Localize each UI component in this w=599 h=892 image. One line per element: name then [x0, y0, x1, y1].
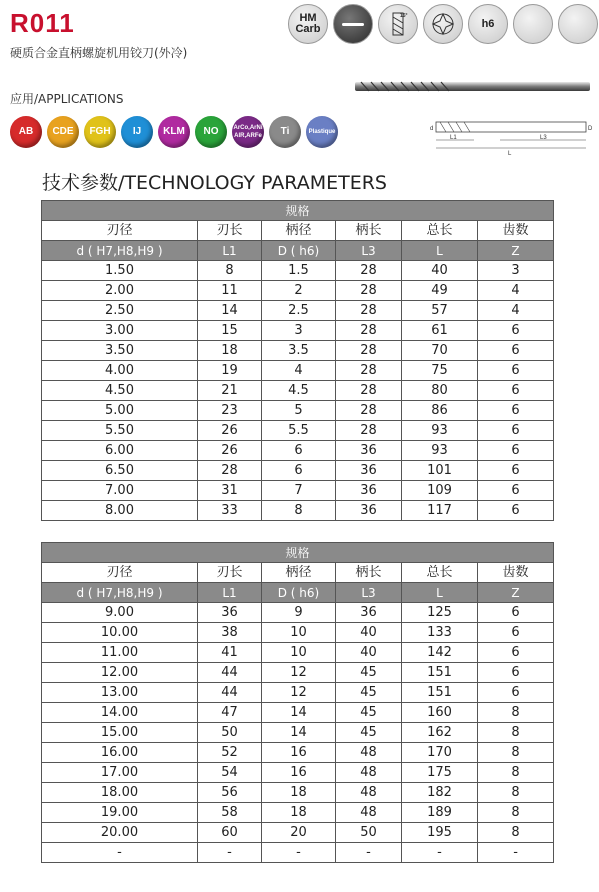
table-cell: 11.00	[42, 643, 198, 663]
table-cell: 4.00	[42, 361, 198, 381]
table-cell: 8	[478, 743, 554, 763]
product-subtitle: 硬质合金直柄螺旋机用铰刀(外冷)	[10, 46, 188, 60]
table-cell: -	[42, 843, 198, 863]
table-cell: 4.5	[262, 381, 336, 401]
section-title: 技术参数/TECHNOLOGY PARAMETERS	[42, 172, 387, 194]
table-row	[42, 321, 554, 341]
table-cell: 31	[198, 481, 262, 501]
table-cell: 16	[262, 743, 336, 763]
column-header: 刃长	[198, 563, 262, 583]
table-row	[42, 421, 554, 441]
group-header-cell: 规格	[42, 543, 554, 563]
table-cell: 28	[336, 301, 402, 321]
table-cell: 6	[478, 603, 554, 623]
applications-list	[10, 116, 338, 148]
table-cell: 80	[402, 381, 478, 401]
application-arco-icon: ArCo,ArNi AlR,ARFe	[232, 116, 264, 148]
table-row	[42, 843, 554, 863]
svg-text:15°: 15°	[400, 13, 408, 19]
table-cell: 49	[402, 281, 478, 301]
table-cell: -	[478, 843, 554, 863]
table-cell: 23	[198, 401, 262, 421]
table-cell: 6	[478, 481, 554, 501]
table-row	[42, 341, 554, 361]
table-cell: -	[402, 843, 478, 863]
table-cell: 28	[336, 321, 402, 341]
table-cell: 151	[402, 663, 478, 683]
table-row	[42, 261, 554, 281]
table-cell: 162	[402, 723, 478, 743]
table-cell: 3.00	[42, 321, 198, 341]
table-cell: 3.5	[262, 341, 336, 361]
table-cell: 12	[262, 663, 336, 683]
table-row	[42, 743, 554, 763]
column-header: 柄长	[336, 221, 402, 241]
table-cell: 3	[478, 261, 554, 281]
table-cell: 6	[478, 623, 554, 643]
table-cell: 125	[402, 603, 478, 623]
table-cell: 10	[262, 643, 336, 663]
table-row	[42, 663, 554, 683]
table-cell: 3.50	[42, 341, 198, 361]
table-cell: 6	[478, 663, 554, 683]
table-cell: 50	[336, 823, 402, 843]
table-cell: 175	[402, 763, 478, 783]
cross-section-icon	[423, 4, 463, 44]
table-row	[42, 481, 554, 501]
table-cell: 14	[198, 301, 262, 321]
table-cell: 2.5	[262, 301, 336, 321]
table-row	[42, 603, 554, 623]
table-cell: 6	[262, 461, 336, 481]
table-cell: 4	[478, 281, 554, 301]
table-row	[42, 623, 554, 643]
symbol-header: L	[402, 241, 478, 261]
table-cell: 2.00	[42, 281, 198, 301]
table-cell: 8	[478, 723, 554, 743]
table-cell: 15	[198, 321, 262, 341]
table-cell: 11	[198, 281, 262, 301]
table-cell: 45	[336, 683, 402, 703]
table-cell: 28	[336, 281, 402, 301]
table-cell: 8.00	[42, 501, 198, 521]
table-cell: -	[198, 843, 262, 863]
table-cell: 48	[336, 783, 402, 803]
table-cell: 8	[478, 783, 554, 803]
symbol-header-row	[42, 583, 554, 603]
table-cell: 70	[402, 341, 478, 361]
table-cell: 8	[198, 261, 262, 281]
table-cell: 6	[478, 501, 554, 521]
table-cell: 6	[262, 441, 336, 461]
symbol-header: D ( h6)	[262, 241, 336, 261]
symbol-header: L1	[198, 583, 262, 603]
table-cell: -	[336, 843, 402, 863]
table-cell: 36	[336, 481, 402, 501]
column-header: 齿数	[478, 563, 554, 583]
table-row	[42, 501, 554, 521]
table-cell: 58	[198, 803, 262, 823]
table-cell: 48	[336, 803, 402, 823]
helix-angle-icon	[378, 4, 418, 44]
table-cell: 13.00	[42, 683, 198, 703]
table-cell: 6	[478, 421, 554, 441]
table-cell: 8	[478, 823, 554, 843]
table-cell: 5	[262, 401, 336, 421]
table-cell: 189	[402, 803, 478, 823]
table-cell: 8	[478, 803, 554, 823]
feature-badges	[288, 4, 598, 44]
table-cell: 8	[262, 501, 336, 521]
table-cell: 16	[262, 763, 336, 783]
table-cell: 14	[262, 703, 336, 723]
column-header: 柄径	[262, 563, 336, 583]
application-cde-icon: CDE	[47, 116, 79, 148]
coating-icon	[333, 4, 373, 44]
table-group-header	[42, 543, 554, 563]
application-ij-icon: IJ	[121, 116, 153, 148]
table-cell: 52	[198, 743, 262, 763]
table-cell: 45	[336, 723, 402, 743]
table-cell: 93	[402, 421, 478, 441]
symbol-header: Z	[478, 241, 554, 261]
table-cell: 9.00	[42, 603, 198, 623]
application-plastique-icon: Plastique	[306, 116, 338, 148]
dim-label-D: D	[588, 126, 593, 132]
table-cell: 170	[402, 743, 478, 763]
table-cell: 28	[336, 401, 402, 421]
table-cell: 3	[262, 321, 336, 341]
table-cell: 109	[402, 481, 478, 501]
table-group-header	[42, 201, 554, 221]
blank-badge-icon	[513, 4, 553, 44]
table-cell: 40	[336, 643, 402, 663]
symbol-header: L3	[336, 583, 402, 603]
table-cell: 36	[336, 603, 402, 623]
table-cell: 60	[198, 823, 262, 843]
table-cell: 6.50	[42, 461, 198, 481]
table-row	[42, 643, 554, 663]
table-cell: 5.00	[42, 401, 198, 421]
table-row	[42, 381, 554, 401]
table-cell: 19.00	[42, 803, 198, 823]
table-cell: 1.50	[42, 261, 198, 281]
dim-label-l: L	[508, 151, 512, 156]
dim-label-l3: L3	[540, 135, 547, 141]
application-ab-icon: AB	[10, 116, 42, 148]
table-row	[42, 441, 554, 461]
table-cell: 6	[478, 461, 554, 481]
table-cell: 5.5	[262, 421, 336, 441]
table-cell: 8	[478, 703, 554, 723]
table-cell: 10	[262, 623, 336, 643]
table-cell: 6	[478, 441, 554, 461]
table-cell: 45	[336, 663, 402, 683]
dim-label-d: d	[430, 126, 434, 132]
table-cell: 14	[262, 723, 336, 743]
reamer-tool-image	[355, 78, 590, 94]
table-cell: 6	[478, 361, 554, 381]
table-cell: 14.00	[42, 703, 198, 723]
table-cell: 20	[262, 823, 336, 843]
table-cell: 41	[198, 643, 262, 663]
table-cell: 40	[402, 261, 478, 281]
symbol-header-row	[42, 241, 554, 261]
table-cell: 45	[336, 703, 402, 723]
table-cell: 18	[262, 803, 336, 823]
table-cell: 117	[402, 501, 478, 521]
table-cell: 101	[402, 461, 478, 481]
table-cell: -	[262, 843, 336, 863]
table-cell: 7.00	[42, 481, 198, 501]
table-cell: 26	[198, 441, 262, 461]
table-cell: 28	[336, 361, 402, 381]
table-cell: 2	[262, 281, 336, 301]
table-cell: 133	[402, 623, 478, 643]
column-header-row	[42, 221, 554, 241]
table-cell: 93	[402, 441, 478, 461]
table-cell: 28	[336, 261, 402, 281]
application-no-icon: NO	[195, 116, 227, 148]
hm-carb-icon: HM Carb	[288, 4, 328, 44]
table-cell: 16.00	[42, 743, 198, 763]
table-row	[42, 703, 554, 723]
column-header: 柄径	[262, 221, 336, 241]
table-cell: 4.50	[42, 381, 198, 401]
table-cell: 18.00	[42, 783, 198, 803]
symbol-header: d ( H7,H8,H9 )	[42, 583, 198, 603]
dim-label-l1: L1	[450, 135, 457, 141]
table-cell: 12	[262, 683, 336, 703]
table-cell: 6	[478, 683, 554, 703]
table-cell: 7	[262, 481, 336, 501]
table-cell: 48	[336, 743, 402, 763]
table-row	[42, 683, 554, 703]
table-cell: 142	[402, 643, 478, 663]
table-cell: 44	[198, 683, 262, 703]
column-header-row	[42, 563, 554, 583]
table-row	[42, 301, 554, 321]
symbol-header: L1	[198, 241, 262, 261]
table-cell: 6	[478, 381, 554, 401]
table-cell: 36	[336, 441, 402, 461]
table-row	[42, 783, 554, 803]
symbol-header: Z	[478, 583, 554, 603]
product-code: R011	[10, 8, 75, 38]
table-cell: 4	[478, 301, 554, 321]
table-cell: 195	[402, 823, 478, 843]
table-row	[42, 401, 554, 421]
table-cell: 54	[198, 763, 262, 783]
blank-badge-icon	[558, 4, 598, 44]
table-cell: 4	[262, 361, 336, 381]
table-cell: 182	[402, 783, 478, 803]
table-cell: 44	[198, 663, 262, 683]
application-fgh-icon: FGH	[84, 116, 116, 148]
table-cell: 6	[478, 321, 554, 341]
group-header-cell: 规格	[42, 201, 554, 221]
table-cell: 40	[336, 623, 402, 643]
table-cell: 38	[198, 623, 262, 643]
table-row	[42, 461, 554, 481]
column-header: 齿数	[478, 221, 554, 241]
table-cell: 9	[262, 603, 336, 623]
table-row	[42, 803, 554, 823]
column-header: 柄长	[336, 563, 402, 583]
table-cell: 50	[198, 723, 262, 743]
table-cell: 36	[198, 603, 262, 623]
table-cell: 160	[402, 703, 478, 723]
table-cell: 18	[198, 341, 262, 361]
table-row	[42, 361, 554, 381]
table-row	[42, 723, 554, 743]
table-cell: 2.50	[42, 301, 198, 321]
table-cell: 10.00	[42, 623, 198, 643]
column-header: 总长	[402, 221, 478, 241]
table-cell: 151	[402, 683, 478, 703]
table-cell: 33	[198, 501, 262, 521]
symbol-header: D ( h6)	[262, 583, 336, 603]
table-row	[42, 281, 554, 301]
column-header: 刃径	[42, 221, 198, 241]
table-cell: 75	[402, 361, 478, 381]
table-cell: 5.50	[42, 421, 198, 441]
symbol-header: L3	[336, 241, 402, 261]
table-cell: 47	[198, 703, 262, 723]
table-cell: 19	[198, 361, 262, 381]
table-cell: 8	[478, 763, 554, 783]
table-cell: 86	[402, 401, 478, 421]
application-ti-icon: Ti	[269, 116, 301, 148]
table-cell: 6.00	[42, 441, 198, 461]
table-cell: 15.00	[42, 723, 198, 743]
table-cell: 1.5	[262, 261, 336, 281]
table-cell: 28	[336, 381, 402, 401]
dimension-diagram	[430, 116, 594, 156]
table-cell: 6	[478, 341, 554, 361]
table-row	[42, 823, 554, 843]
table-cell: 17.00	[42, 763, 198, 783]
table-cell: 18	[262, 783, 336, 803]
parameters-table-1	[41, 200, 554, 521]
table-cell: 6	[478, 643, 554, 663]
table-cell: 20.00	[42, 823, 198, 843]
column-header: 总长	[402, 563, 478, 583]
column-header: 刃径	[42, 563, 198, 583]
application-klm-icon: KLM	[158, 116, 190, 148]
table-cell: 12.00	[42, 663, 198, 683]
applications-title: 应用/APPLICATIONS	[10, 92, 124, 106]
table-cell: 56	[198, 783, 262, 803]
table-cell: 26	[198, 421, 262, 441]
table-cell: 21	[198, 381, 262, 401]
table-cell: 36	[336, 461, 402, 481]
symbol-header: L	[402, 583, 478, 603]
table-cell: 36	[336, 501, 402, 521]
parameters-table-2	[41, 542, 554, 863]
column-header: 刃长	[198, 221, 262, 241]
symbol-header: d ( H7,H8,H9 )	[42, 241, 198, 261]
table-row	[42, 763, 554, 783]
table-cell: 61	[402, 321, 478, 341]
table-cell: 48	[336, 763, 402, 783]
table-cell: 28	[336, 421, 402, 441]
table-cell: 28	[336, 341, 402, 361]
tolerance-h6-icon: h6	[468, 4, 508, 44]
table-cell: 28	[198, 461, 262, 481]
table-cell: 6	[478, 401, 554, 421]
table-cell: 57	[402, 301, 478, 321]
